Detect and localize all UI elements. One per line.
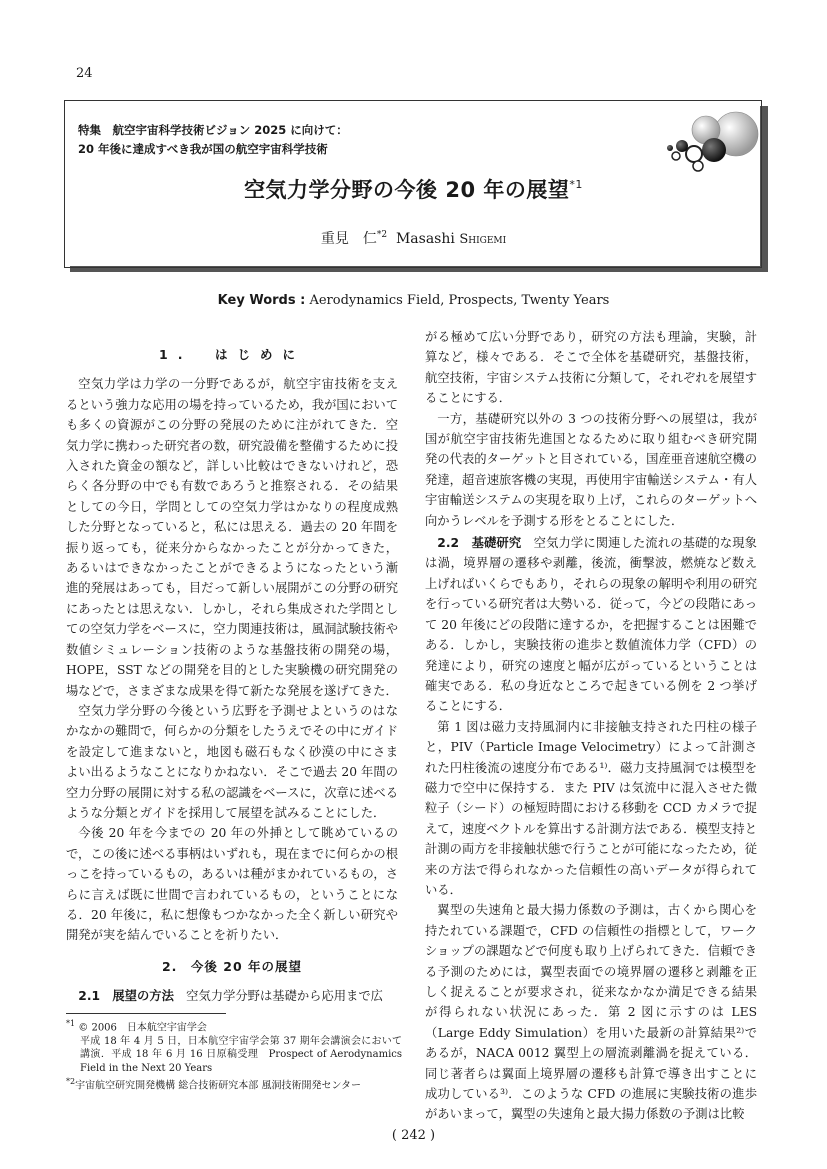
author-first-name-en: Masashi [395,231,455,247]
author-name-jp: 重見 仁 [320,231,377,247]
footnote-rule [66,1013,226,1014]
article-title [0,174,827,204]
page-number: 24 [76,66,93,81]
subsection-2-2-label: 2.2 基礎研究 [437,536,522,551]
series-line-2: 20 年後に達成すべき我が国の航空宇宙科学技術 [78,142,328,156]
subsection-2-1-text: 空気力学分野は基礎から応用まで広 [173,989,383,1004]
footnote-2 [66,1075,402,1093]
decorative-spheres-icon [636,108,764,180]
paragraph: 空気力学は力学の一分野であるが，航空宇宙技術を支えるという強力な応用の場を持っているため，我が国においても多くの資源がこの分野の発展のために注がれてきた．空気力学に携わった研究者の数，研究設備を整備するために投入された資金の額など，詳しい比較はできないけれど，恐らく各分野の中でも有数であろうと推察される．その結果としての今日，学問としての空気力学はかなりの程度成熟した分野となっていると，私には思える．過去の 20 年間を振り返っても，従来分からなかったことが分かってきた，あるいはできなかったことができるようになったという漸進的発展はあっても，目だって新しい展開がこの分野の研究にあったとは思えない．しかし，それら集成された学問としての空気力学をベースに，空力関連技術は，風洞試験技術や数値シミュレーション技術のような基盤技術の開発の場，HOPE，SST などの開発を目的とした実験機の研究開発の場などで，さまざまな成果を得て新たな発展を遂げてきた． [66,377,398,698]
footnote-1-mark: *1 [66,1019,76,1028]
footnote-2-mark: *2 [66,1077,76,1087]
paragraph: 翼型の失速角と最大揚力係数の予測は，古くから関心を持たれている課題で，CFD の信頼性の指標として，ワークショップの課題などで何度も取り上げられてきた．信頼できる予測のためには，翼型表面での境界層の遷移と剥離を正しく捉えることが要求され，従来なかなか満足できる結果が得られない状況にあった．第 2 図に示すのは LES（Large Eddy Simulation）を用いた最新の計算結果²⁾であるが，NACA 0012 翼型上の層流剥離渦を捉えている．同じ著者らは翼面上境界層の遷移も計算で導き出すことに成功している³⁾．このような CFD の進展に実験技術の進歩があいまって，翼型の失速角と最大揚力係数の予測は比較 [425,903,757,1122]
article-title-text: 空気力学分野の今後 20 年の展望 [244,178,570,202]
footnote-1-body: 平成 18 年 4 月 5 日，日本航空宇宙学会第 37 期年会講演会において講演．平成 18 年 6 月 16 日原稿受理 Prospect of Aerodynamics Field in the Next 20 Years [80,1035,402,1074]
footer-page-number: ( 242 ) [391,1128,436,1143]
keywords-text: Aerodynamics Field, Prospects, Twenty Years [305,293,610,308]
author-last-name-en: Shigemi [459,232,507,247]
footnote-1 [66,1017,402,1035]
keywords-line [0,293,827,308]
keywords-label: Key Words : [217,293,306,308]
subsection-2-1-label: 2.1 展望の方法 [78,989,174,1004]
subsection-2-2-text: 空気力学に関連した流れの基礎的な現象は渦，境界層の遷移や剥離，後流，衝撃波，燃焼など数え上げればいくらでもあり，それらの現象の解明や利用の研究を行っている研究者は大勢いる．従って，今どの段階にあって 20 年後にどの段階に達するか，を把握することは困難である．しかし，実験技術の進歩と数値流体力学（CFD）の発達により，研究の速度と幅が広がっているということは確実である．私の身近なところで起きている例を 2 つ挙げることにする． [425,536,757,714]
footnotes [66,1017,402,1093]
paragraph: 今後 20 年を今までの 20 年の外挿として眺めているので，この後に述べる事柄はいずれも，現在までに何らかの根っこを持っているもの，あるいは種がまかれているもの，さらに言えば既に世間で言われているもの，ということになる．20 年後に，私に想像もつかなかった全く新しい研究や開発が実を結んでいることを祈りたい． [66,826,398,943]
paragraph: 第 1 図は磁力支持風洞内に非接触支持された円柱の様子と，PIV（Particle Image Velocimetry）によって計測された円柱後流の速度分布である¹⁾．磁力支持風洞では模型を磁力で空中に保持する．また PIV は気流中に混入させた微粒子（シード）の極短時間における移動を CCD カメラで捉えて，速度ベクトルを算出する計測方法である．模型支持と計測の両方を非接触状態で行うことが可能になったため，従来の方法で得られなかった信頼性の高いデータが得られている． [425,719,757,897]
author-footnote-mark: *2 [376,230,388,240]
left-column [66,339,398,1007]
footnote-1-copyright: © 2006 日本航空宇宙学会 [78,1022,207,1034]
series-title [78,121,348,159]
footnote-2-text: 宇宙航空研究開発機構 総合技術研究本部 風洞技術開発センター [75,1080,362,1092]
title-footnote-mark: *1 [569,178,583,191]
paragraph: 空気力学分野の今後という広野を予測せよというのはなかなかの難問で，何らかの分類をしたうえでその中にガイドを設定して進まないと，地図も磁石もなく砂漠の中にさまよい出るようなことになりかねない．そこで過去 20 年間の空力分野の展開に対する私の認識をベースに，次章に述べるような分類とガイドを採用して展望を試みることにした． [66,703,398,820]
series-line-1: 特集 航空宇宙科学技術ビジョン 2025 に向けて： [78,123,348,137]
section-1-heading: 1. はじめに [159,347,305,362]
section-2-heading: 2. 今後 20 年の展望 [161,958,303,974]
subsection-2-1 [66,986,398,1006]
subsection-2-2 [425,533,757,717]
right-column [425,327,757,1125]
paragraph: 一方，基礎研究以外の 3 つの技術分野への展望は，我が国が航空宇宙技術先進国となるために取り組むべき研究開発の代表的ターゲットと目されている，国産亜音速航空機の発達，超音速旅客機の実現，再使用宇宙輸送システム・有人宇宙輸送システムの実現を取り上げ，これらのターゲットへ向かうレベルを予測する形をとることにした． [425,411,757,528]
author-line [0,228,827,248]
paragraph: がる極めて広い分野であり，研究の方法も理論，実験，計算など，様々である．そこで全体を基礎研究，基盤技術，航空技術，宇宙システム技術に分類して，それぞれを展望することにする． [425,330,757,406]
